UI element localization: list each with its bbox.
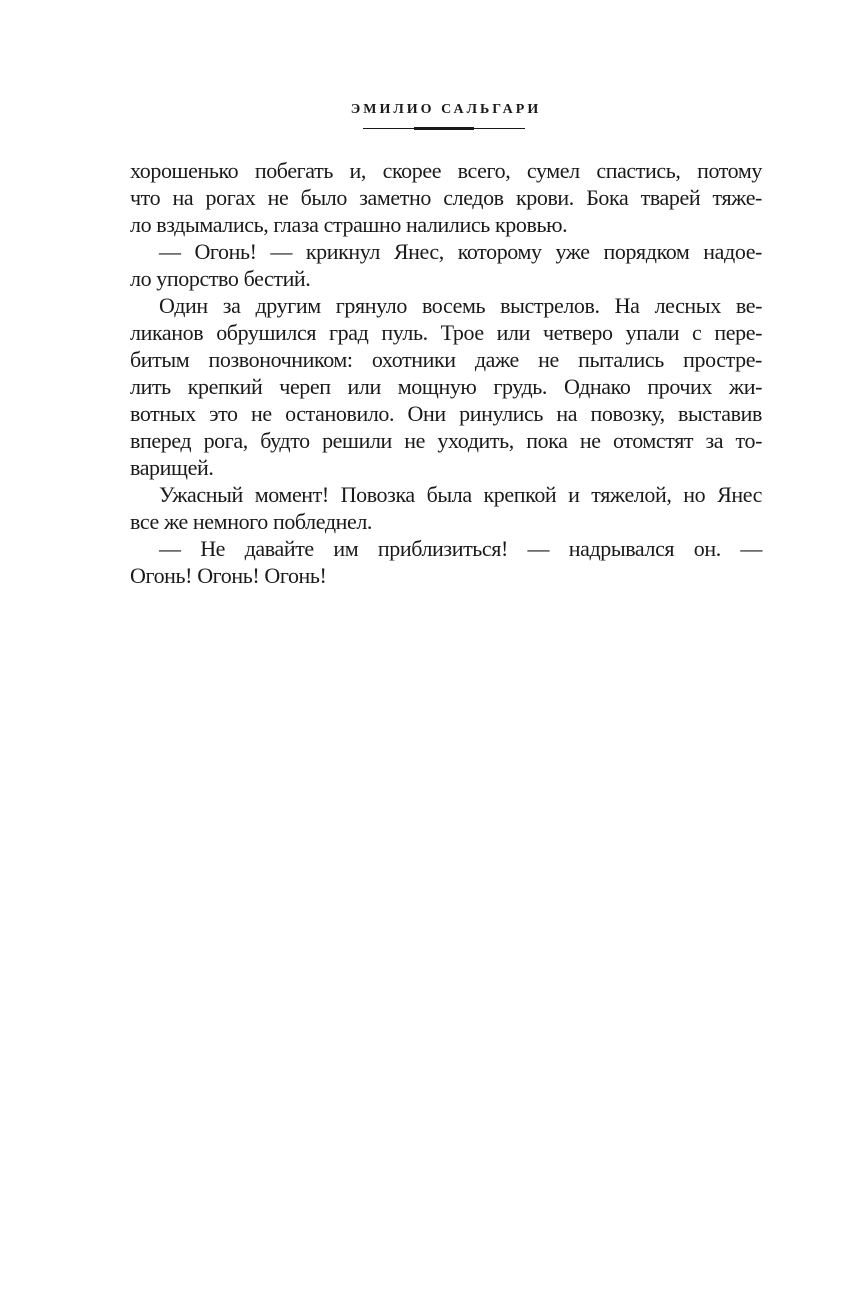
text-line: все же немного побледнел.: [130, 509, 373, 534]
running-head: ЭМИЛИО САЛЬГАРИ: [350, 102, 542, 117]
text-line: ликанов обрушился град пуль. Трое или четверо упали с пере-: [130, 320, 762, 345]
text-line: хорошенько побегать и, скорее всего, сумел спастись, потому: [130, 158, 762, 183]
text-line: ло вздымались, глаза страшно налились кровью.: [130, 212, 568, 237]
text-line: Ужасный момент! Повозка была крепкой и тяжелой, но Янес: [159, 482, 762, 507]
text-line: Один за другим грянуло восемь выстрелов. На лесных ве-: [159, 293, 762, 318]
text-line: — Огонь! — крикнул Янес, которому уже порядком надое-: [159, 239, 762, 264]
text-line: битым позвоночником: охотники даже не пытались простре-: [130, 347, 762, 372]
header-rule-accent: [414, 127, 474, 130]
text-line: ло упорство бестий.: [130, 266, 311, 291]
text-line: вперед рога, будто решили не уходить, пока не отомстят за то-: [130, 428, 762, 453]
text-line: — Не давайте им приблизиться! — надрывался он. —: [159, 536, 762, 561]
text-line: вотных это не остановило. Они ринулись на повозку, выставив: [130, 401, 762, 426]
body-text: [130, 157, 762, 589]
text-line: варищей.: [130, 455, 214, 480]
text-line: лить крепкий череп или мощную грудь. Однако прочих жи-: [130, 374, 762, 399]
text-line: что на рогах не было заметно следов крови. Бока тварей тяже-: [130, 185, 762, 210]
text-line: Огонь! Огонь! Огонь!: [130, 563, 327, 588]
